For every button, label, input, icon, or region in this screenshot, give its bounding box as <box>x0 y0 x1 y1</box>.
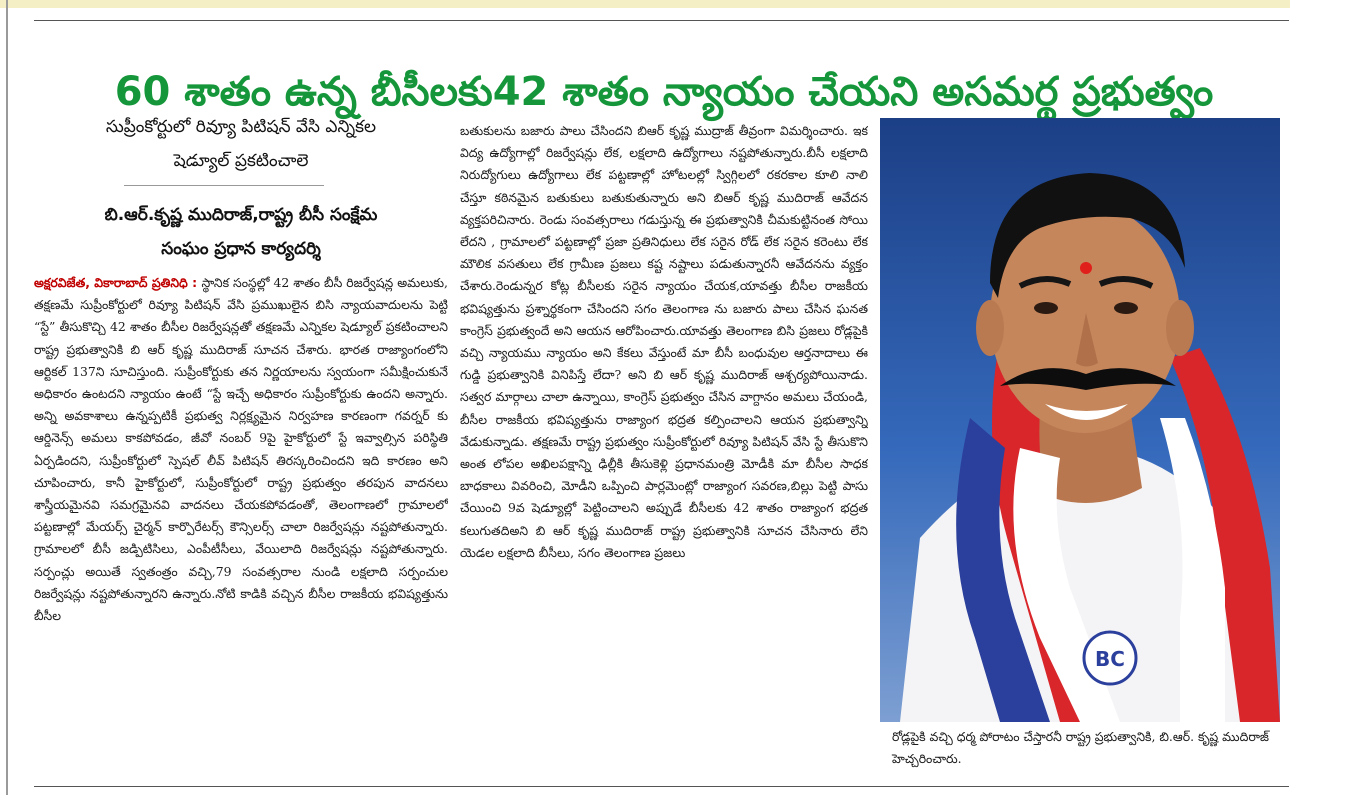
subheadline-line-1: సుప్రీంకోర్టులో రివ్యూ పిటిషన్ వేసి ఎన్నికల <box>105 117 377 137</box>
byline-line-2: సంఘం ప్రధాన కార్యదర్శి <box>161 239 321 259</box>
page-margin-rule <box>6 0 8 795</box>
photo-caption: రోడ్లపైకి వచ్చి ధర్మ పోరాటం చేస్తారనీ రాష్ట్ర ప్రభుత్వానికి, బి.ఆర్. కృష్ణ ముదిరాజ్ హెచ్చరించారు. <box>892 729 1269 766</box>
subheadline-divider <box>124 185 324 186</box>
article-column-2 <box>460 120 868 780</box>
bottom-divider <box>34 786 1289 787</box>
top-banner-strip <box>0 0 1290 8</box>
subheadline <box>34 110 448 178</box>
byline <box>34 198 448 266</box>
portrait-photo <box>880 118 1280 722</box>
scarf-badge-text: BC <box>1095 647 1125 671</box>
column-1-text: స్థానిక సంస్థల్లో 42 శాతం బీసీ రిజర్వేషన్ల అమలుకు, తక్షణమే సుప్రీంకోర్టులో రివ్యూ పిటిషన్ వేసి ప్రముఖులైన బిసి న్యాయవాదులను పెట్టి “స్టే” తీసుకొచ్చి 42 శాతం బీసీల రిజర్వేషన్లతో తక్షణమే ఎన్నికల షెడ్యూల్ ప్రకటించాలని రాష్ట్ర ప్రభుత్వానికి బి ఆర్ కృష్ణ ముదిరాజ్ సూచన చేశారు. భారత రాజ్యాంగంలోని ఆర్టికల్ 137ని సూచిస్తుంది. సుప్రీంకోర్టుకు తన నిర్ణయాలను స్వయంగా సమీక్షించుకునే అధికారం ఉంటదని న్యాయం ఉంటే “స్టే ఇచ్చే అధికారం సుప్రీంకోర్టుకు ఉందని అన్నారు. అన్ని అవకాశాలు ఉన్నప్పటికీ ప్రభుత్వ నిర్లక్ష్యమైన నిర్వహణ కారణంగా గవర్నర్ కు ఆర్డినెన్స్ అమలు కాకపోవడం, జీవో నంబర్ 9పై హైకోర్టులో స్టే ఇవ్వాల్సిన పరిస్థితి ఏర్పడిందని, సుప్రీంకోర్టులో స్పెషల్ లీవ్ పిటిషన్ తిరస్కరించిందని ఇది కారణం అని చూపించారు, కానీ హైకోర్టులో, సుప్రీంకోర్టులో రాష్ట్ర ప్రభుత్వం తరపున వాదనలు శాస్త్రీయమైనవి సమగ్రమైనవి వాదనలు చేయకపోవడంతో, తెలంగాణలో గ్రామాలలో పట్టణాల్లో మేయర్స్ చైర్మన్ కార్పొరేటర్స్ కౌన్సిలర్స్ చాలా రిజర్వేషన్లు నష్టపోతున్నారు. గ్రామాలలో బీసీ జడ్పిటిసిలు, ఎంపీటీసీలు, వేయిలాది రిజర్వేషన్లు నష్టపోతున్నారు. సర్పంచ్లు అయితే స్వతంత్రం వచ్చి,79 సంవత్సరాల నుండి లక్షలాది సర్పంచుల రిజర్వేషన్లు నష్టపోతున్నారని ఉన్నారు.నోటి కాడికి వచ్చిన బీసీల రాజకీయ భవిష్యత్తును బీసీల <box>34 275 448 624</box>
column-2-text: బతుకులను బజారు పాలు చేసిందని బిఆర్ కృష్ణ ముద్రాజ్ తీవ్రంగా విమర్శించారు. ఇక విద్య ఉద్యోగాల్లో రిజర్వేషన్లు లేక, లక్షలాది ఉద్యోగాలు నష్టపోతున్నారు.బీసీ లక్షలాది నిరుద్యోగులు ఉద్యోగాలు లేక పట్టణాల్లో హోటలల్లో స్విగ్గిలలో రకరకాల కూలి నాలి చేస్తూ కఠినమైన బతుకులు బతుకుతున్నారు అని బిఆర్ కృష్ణ ముదిరాజ్ ఆవేదన వ్యక్తపరిచినారు. రెండు సంవత్సరాలు గడుస్తున్న ఈ ప్రభుత్వానికి చీమకుట్టినంత సోయి లేదని , గ్రామాలలో పట్టణాల్లో ప్రజా ప్రతినిధులు లేక సరైన రోడ్ లేక సరైన కరెంటు లేక మౌలిక వసతులు లేక గ్రామీణ ప్రజలు కష్ట నష్టాలు పడుతున్నారనీ ఆవేదనను వ్యక్తం చేశారు.రెండున్నర కోట్ల బీసీలకు సరైన న్యాయం చేయక,యావత్తు బీసీల రాజకీయ భవిష్యత్తును ప్రశ్నార్థకంగా చేసిందని సగం తెలంగాణ ను బజారు పాలు చేసిన ఘనత కాంగ్రెస్ ప్రభుత్వందే అని ఆయన ఆరోపించారు.యావత్తు తెలంగాణ బిసి ప్రజలు రోడ్లపైకి వచ్చి న్యాయము న్యాయం అని కేకలు వేస్తుంటే మా బీసీ బంధువుల ఆర్తనాదాలు ఈ గుడ్డి ప్రభుత్వానికి వినిపిస్తే లేదా? అని బి ఆర్ కృష్ణ ముదిరాజ్ ఆశ్చర్యపోయినాడు. సత్వర మార్గాలు చాలా ఉన్నాయి, కాంగ్రెస్ ప్రభుత్వం చేసిన వాగ్దానం అమలు చేయండి, బీసీల రాజకీయ భవిష్యత్తును రాజ్యాంగ భద్రత కల్పించాలని ఆయన ప్రభుత్వాన్ని వేడుకున్నాడు. తక్షణమే రాష్ట్ర ప్రభుత్వం సుప్రీంకోర్టులో రివ్యూ పిటిషన్ వేసి స్టే తీసుకొని అంత లోపల అఖిలపక్షాన్ని ఢిల్లీకి తీసుకెళ్లి ప్రధానమంత్రి మోడీకి మా బీసీల సాధక బాధకాలు వివరించి, మోడీని ఒప్పించి పార్లమెంట్లో రాజ్యాంగ సవరణ,బిల్లు పెట్టి పాసు చేయించి 9వ షెడ్యూల్లో పెట్టించాలని అప్పుడే బీసీలకు 42 శాతం రాజ్యాంగ భద్రత కలుగుతదిఅని బి ఆర్ కృష్ణ ముదిరాజ్ రాష్ట్ర ప్రభుత్వానికి సూచన చేసినారు లేని యెడల లక్షలాది బీసీలు, సగం తెలంగాణ ప్రజలు <box>460 123 868 560</box>
article-column-1 <box>34 272 448 772</box>
article-headline: 60 శాతం ఉన్న బీసీలకు42 శాతం న్యాయం చేయని అసమర్థ ప్రభుత్వం <box>114 68 1214 115</box>
subheadline-line-2: షెడ్యూల్ ప్రకటించాలె <box>173 151 309 171</box>
dateline: అక్షరవిజేత, వికారాబాద్ ప్రతినిధి : <box>34 275 202 290</box>
portrait-illustration <box>880 118 1280 722</box>
byline-line-1: బి.ఆర్.కృష్ణ ముదిరాజ్,రాష్ట్ర బీసీ సంక్షేమ <box>104 205 378 225</box>
top-divider <box>34 20 1289 21</box>
